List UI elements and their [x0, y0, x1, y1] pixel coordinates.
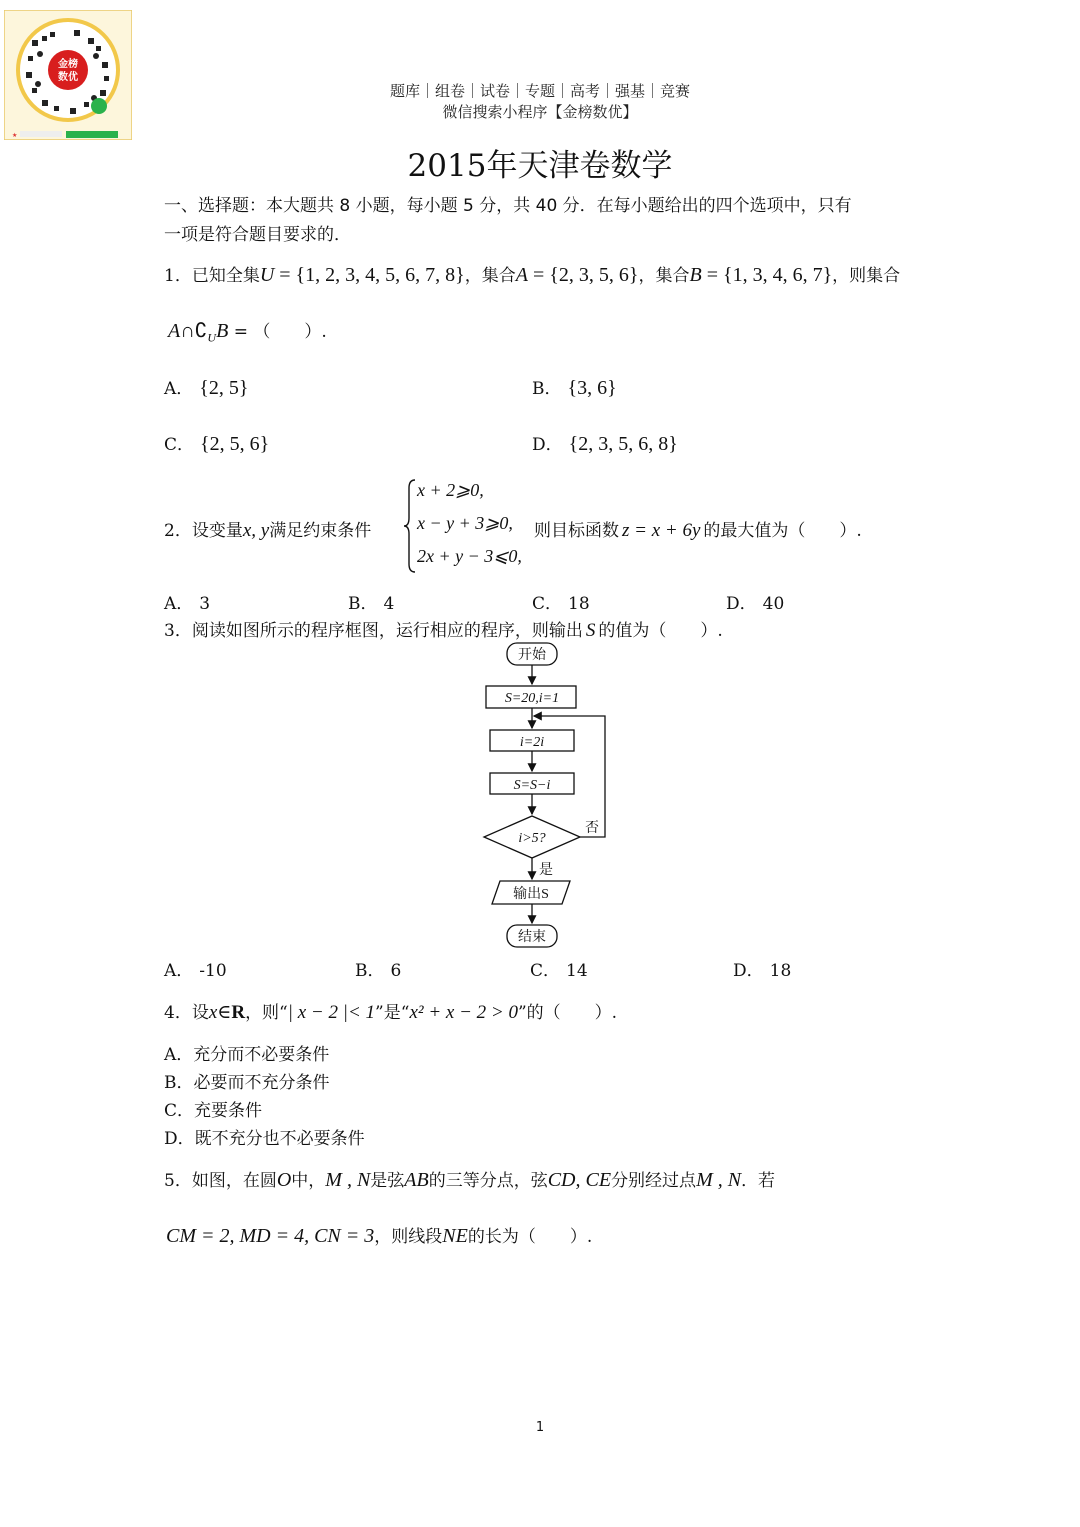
q4-cond: x∈: [208, 1002, 232, 1023]
option-value: 40: [762, 594, 785, 614]
option-value: 18: [769, 961, 792, 981]
q5-text: 如图，在圆: [191, 1171, 277, 1191]
option-label: A．: [164, 961, 194, 981]
option-label: C．: [164, 435, 195, 455]
q2-vars: x, y: [242, 520, 270, 541]
q5-line2: [166, 1222, 592, 1248]
q1-expr-cap: ∩: [180, 320, 195, 342]
q1-text3: ，集合: [638, 266, 690, 286]
q1-expr-complement: ∁: [194, 320, 208, 342]
header-subtitle: 微信搜索小程序【金榜数优】: [442, 103, 638, 121]
flow-step1-label: i=2i: [519, 735, 545, 750]
q4-option-d: [164, 1124, 365, 1149]
q4-text2: ，则“: [245, 1003, 288, 1023]
q5-segment-ne: NE: [442, 1225, 468, 1247]
flow-no-label: 否: [585, 821, 599, 836]
option-value: {2, 5, 6}: [200, 433, 270, 455]
option-value: {3, 6}: [567, 377, 617, 399]
question-4: [164, 998, 617, 1024]
q4-text: 设: [191, 1003, 209, 1023]
question-2-tail: [534, 516, 862, 542]
q1-expr-tail: = （ ）.: [228, 322, 327, 342]
question-2-lead: [164, 516, 371, 542]
q3-number: 3．: [164, 621, 192, 641]
page-number: 1: [535, 1420, 545, 1435]
q1-option-c: [164, 430, 269, 456]
q5-text8: 的长为（ ）.: [467, 1227, 593, 1247]
option-value: {2, 5}: [199, 377, 249, 399]
q1-expression: [168, 317, 327, 345]
q4-option-c: [164, 1096, 262, 1121]
q1-set-a: = {2, 3, 5, 6}: [527, 264, 639, 286]
flow-step2-label: S=S−i: [513, 778, 551, 793]
q3-text2: 的值为（ ）.: [598, 621, 723, 641]
option-label: C．: [164, 1101, 195, 1121]
q4-number: 4．: [164, 1003, 192, 1023]
q2-text2: 满足约束条件: [269, 521, 372, 541]
option-value: 充分而不必要条件: [193, 1045, 330, 1065]
q1-option-d: [532, 430, 678, 456]
q1-expr-a: A: [168, 320, 181, 342]
q4-expr1: | x − 2 |< 1: [287, 1002, 376, 1023]
flow-start-label: 开始: [518, 648, 546, 663]
q5-text2: 中，: [291, 1171, 326, 1191]
header-nav: 题库｜组卷｜试卷｜专题｜高考｜强基｜竞赛: [389, 82, 690, 100]
option-value: -10: [199, 961, 227, 981]
q1-text4: ，则集合: [832, 266, 901, 286]
q3-option-b: [355, 956, 401, 981]
option-label: B．: [164, 1073, 194, 1093]
brace-icon: [403, 478, 417, 574]
q5-text6: ．若: [741, 1171, 776, 1191]
q4-option-b: [164, 1068, 330, 1093]
q2-constraint-3: 2x + y − 3⩽0,: [417, 546, 522, 566]
option-value: {2, 3, 5, 6, 8}: [568, 433, 678, 455]
q5-points-mn: M , N: [325, 1169, 371, 1191]
q1-var-b: B: [689, 264, 702, 286]
q5-given: CM = 2, MD = 4, CN = 3: [166, 1225, 375, 1247]
q1-number: 1．: [164, 266, 192, 286]
q1-var-a: A: [515, 264, 528, 286]
q1-var-u: U: [259, 264, 275, 286]
q2-text4: 的最大值为（ ）.: [703, 521, 862, 541]
q2-constraint-2: x − y + 3⩾0,: [417, 513, 513, 533]
page-title: 2015年天津卷数学: [407, 148, 673, 184]
flow-loop-arrow: [534, 716, 605, 837]
option-value: 必要而不充分条件: [193, 1073, 330, 1093]
q1-option-a: [164, 374, 248, 400]
q2-text3: 则目标函数: [534, 521, 619, 541]
option-label: B．: [532, 379, 562, 399]
option-label: C．: [530, 961, 561, 981]
option-label: C．: [532, 594, 563, 614]
option-label: D．: [532, 435, 563, 455]
q1-text2: ，集合: [464, 266, 516, 286]
q3-text: 阅读如图所示的程序框图，运行相应的程序，则输出: [191, 621, 583, 641]
svg-text:数优: 数优: [58, 72, 78, 83]
option-label: D．: [164, 1129, 195, 1149]
q2-option-d: [726, 589, 784, 614]
q3-option-a: [164, 956, 227, 981]
q5-text7: ，则线段: [374, 1227, 443, 1247]
q5-points-mn-2: M , N: [696, 1169, 742, 1191]
q4-text4: ”的（ ）.: [517, 1003, 618, 1023]
option-value: 既不充分也不必要条件: [194, 1129, 365, 1149]
q3-option-d: [733, 956, 791, 981]
q1-set-b: = {1, 3, 4, 6, 7}: [701, 264, 833, 286]
flowchart: [470, 638, 620, 956]
option-value: 18: [568, 594, 590, 614]
option-label: A．: [164, 379, 194, 399]
flow-cond-label: i>5?: [518, 831, 546, 846]
section-heading-line1: 一、选择题：本大题共 8 小题，每小题 5 分，共 40 分．在每小题给出的四个选项中，只有: [164, 196, 852, 216]
option-label: B．: [355, 961, 385, 981]
option-label: B．: [348, 594, 378, 614]
flow-yes-label: 是: [539, 863, 553, 878]
q2-option-a: [164, 589, 210, 614]
q5-text4: 的三等分点，弦: [428, 1171, 548, 1191]
option-value: 充要条件: [194, 1101, 263, 1121]
q1-expr-b: B: [216, 320, 229, 342]
q2-constraint-1: x + 2⩾0,: [417, 480, 484, 500]
q3-var-s: S: [585, 620, 596, 641]
q4-expr2: x² + x − 2 > 0: [409, 1002, 518, 1023]
q2-option-c: [532, 589, 590, 614]
option-value: 14: [566, 961, 588, 981]
svg-text:金榜: 金榜: [58, 59, 78, 70]
q1-text: 已知全集: [191, 266, 260, 286]
option-value: 4: [383, 594, 395, 614]
q3-option-c: [530, 956, 588, 981]
question-5: [164, 1166, 775, 1192]
option-label: A．: [164, 594, 194, 614]
q2-objective: z = x + 6y: [622, 520, 701, 541]
q5-text5: 分别经过点: [611, 1171, 697, 1191]
q1-expr-sub: U: [207, 330, 217, 345]
option-value: 6: [390, 961, 402, 981]
flow-output-label: 输出S: [513, 887, 549, 902]
q5-number: 5．: [164, 1171, 192, 1191]
q2-text: 设变量: [191, 521, 243, 541]
q5-text3: 是弦: [370, 1171, 405, 1191]
q2-option-b: [348, 589, 394, 614]
q5-var-o: O: [276, 1169, 292, 1191]
question-1: [164, 261, 900, 287]
q5-chords: CD, CE: [547, 1169, 612, 1191]
flow-init-label: S=20,i=1: [504, 691, 560, 706]
q4-reals: R: [231, 1002, 246, 1023]
option-value: 3: [199, 594, 211, 614]
option-label: A．: [164, 1045, 194, 1065]
q4-text3: ”是“: [375, 1003, 410, 1023]
q5-chord-ab: AB: [404, 1169, 429, 1191]
option-label: D．: [733, 961, 764, 981]
q1-set-u: = {1, 2, 3, 4, 5, 6, 7, 8}: [274, 264, 465, 286]
q4-option-a: [164, 1040, 329, 1065]
q2-number: 2．: [164, 521, 192, 541]
question-3: [164, 616, 723, 642]
q2-constraint-system: [403, 478, 543, 574]
svg-text:★: ★: [12, 132, 18, 139]
option-label: D．: [726, 594, 757, 614]
flow-end-label: 结束: [518, 930, 546, 945]
section-heading-line2: 一项是符合题目要求的．: [164, 225, 351, 245]
q1-option-b: [532, 374, 617, 400]
